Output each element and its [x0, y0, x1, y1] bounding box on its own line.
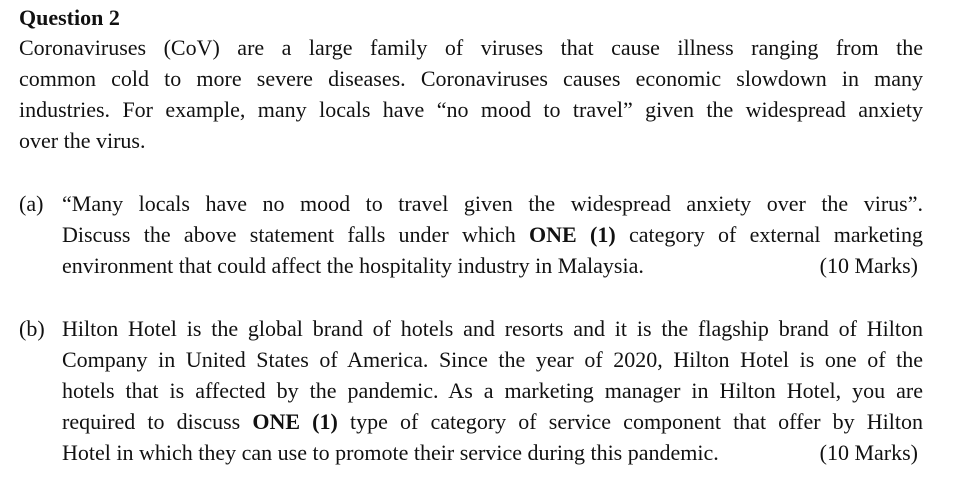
part-b-label: (b): [19, 316, 45, 341]
intro-line-3: industries. For example, many locals have “no mood to travel” given the widespread anxiety: [19, 97, 923, 122]
part-b-line-3: hotels that is affected by the pandemic. As a marketing manager in Hilton Hotel, you are: [62, 378, 923, 403]
intro-line-2: common cold to more severe diseases. Coronaviruses causes economic slowdown in many: [19, 66, 923, 91]
part-a-line-1: “Many locals have no mood to travel given the widespread anxiety over the virus”.: [62, 191, 923, 216]
intro-line-4: over the virus.: [19, 128, 146, 153]
part-b-marks: (10 Marks): [819, 440, 918, 465]
part-b-line-4: [62, 408, 923, 436]
part-a-line-2-bold: ONE (1): [529, 222, 616, 247]
part-a-line-2-post: category of external marketing: [615, 222, 923, 247]
part-b-line-2: Company in United States of America. Since the year of 2020, Hilton Hotel is one of the: [62, 347, 923, 372]
part-a-label: (a): [19, 191, 44, 216]
question-title: Question 2: [19, 5, 120, 30]
part-a-line-2-pre: Discuss the above statement falls under which: [62, 222, 530, 247]
part-b-line-1: Hilton Hotel is the global brand of hotels and resorts and it is the flagship brand of Hilton: [62, 316, 923, 341]
part-b-line-4-post: type of category of service component that offer by Hilton: [337, 409, 924, 434]
intro-line-1: Coronaviruses (CoV) are a large family of viruses that cause illness ranging from the: [19, 35, 923, 60]
part-a-marks: (10 Marks): [819, 253, 918, 278]
part-a-line-3: environment that could affect the hospitality industry in Malaysia.: [62, 253, 644, 278]
part-b-line-5: Hotel in which they can use to promote their service during this pandemic.: [62, 440, 719, 465]
part-b-line-4-pre: required to discuss: [62, 409, 253, 434]
part-a-line-2: [62, 221, 923, 249]
part-b-line-4-bold: ONE (1): [252, 409, 338, 434]
